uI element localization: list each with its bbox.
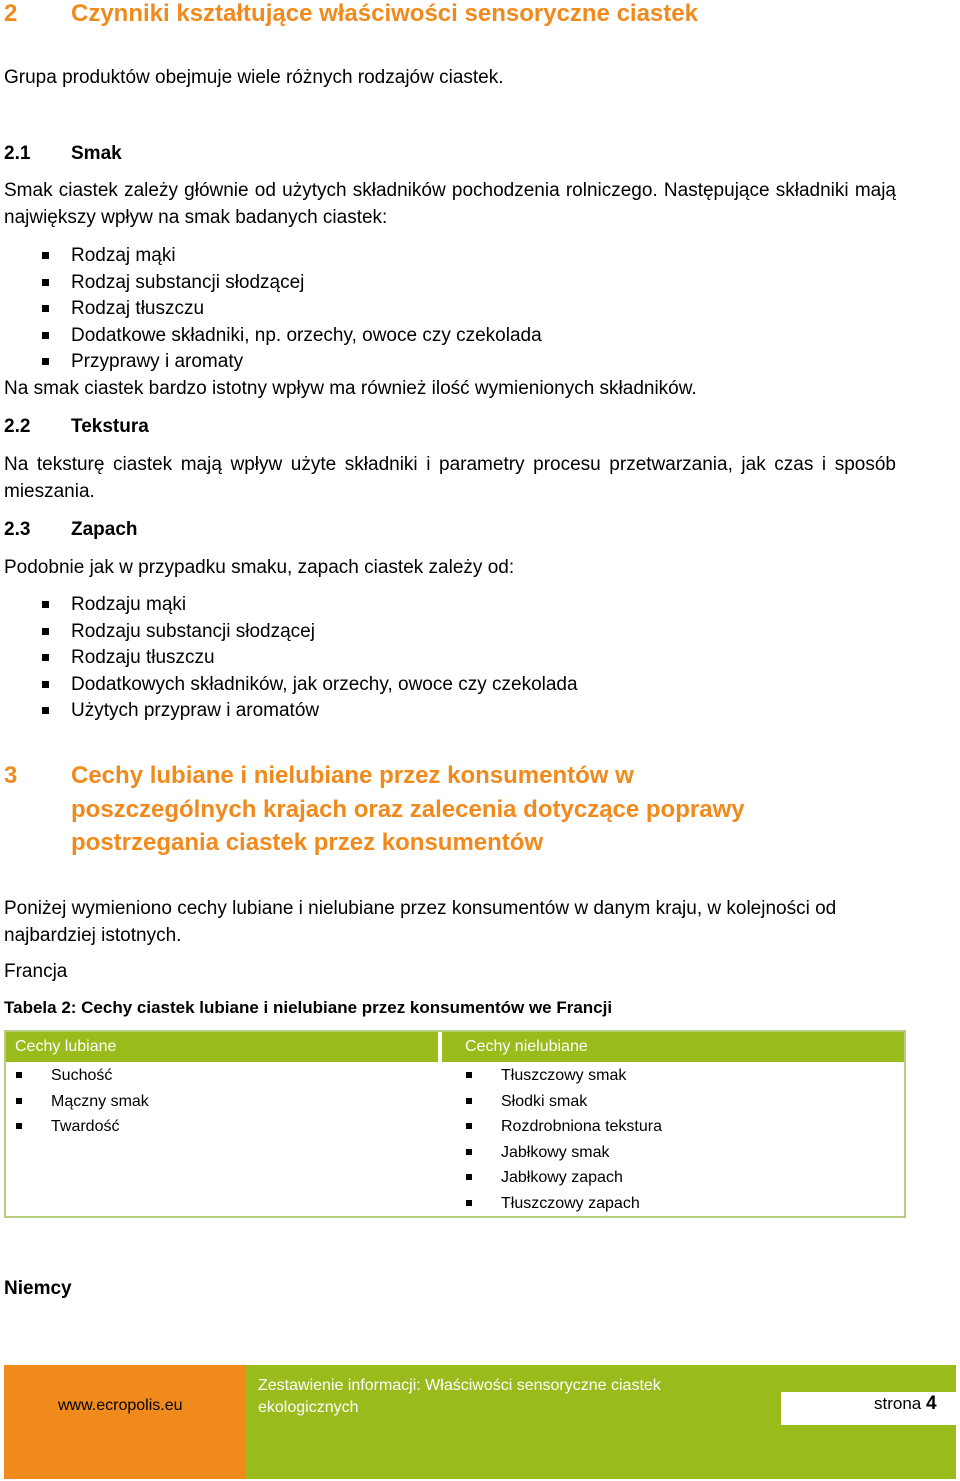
smak-paragraph: Smak ciastek zależy głównie od użytych składników pochodzenia rolniczego. Następujące składniki mają największy wpływ na smak badanych ciastek: bbox=[4, 180, 896, 228]
bullet-icon bbox=[42, 332, 49, 339]
subsection-2-3-heading bbox=[4, 516, 404, 543]
bullet-icon bbox=[16, 1072, 22, 1078]
bullet-icon bbox=[16, 1123, 22, 1129]
section-3-intro: Poniżej wymieniono cechy lubiane i nielubiane przez konsumentów w danym kraju, w kolejności od najbardziej istotnych. bbox=[4, 898, 837, 946]
list-item: Rozdrobniona tekstura bbox=[456, 1114, 896, 1140]
zapach-paragraph: Podobnie jak w przypadku smaku, zapach ciastek zależy od: bbox=[4, 557, 515, 578]
subsection-2-2-heading bbox=[4, 413, 404, 440]
list-item: Dodatkowe składniki, np. orzechy, owoce czy czekolada bbox=[4, 323, 904, 350]
section-title-line-1: Cechy lubiane i nielubiane przez konsumentów w bbox=[71, 762, 634, 789]
bullet-icon bbox=[42, 358, 49, 365]
page-footer bbox=[4, 1365, 956, 1479]
subsection-number: 2.2 bbox=[4, 416, 31, 437]
footer-title: Zestawienie informacji: Właściwości sensoryczne ciastek ekologicznych bbox=[258, 1377, 661, 1416]
bullet-icon bbox=[42, 305, 49, 312]
list-item: Słodki smak bbox=[456, 1089, 896, 1115]
smak-after: Na smak ciastek bardzo istotny wpływ ma również ilość wymienionych składników. bbox=[4, 378, 697, 399]
subsection-title: Tekstura bbox=[71, 416, 149, 437]
liked-list bbox=[6, 1063, 436, 1140]
section-title-line-2: poszczególnych krajach oraz zalecenia dotyczące poprawy bbox=[71, 795, 745, 823]
list-item: Rodzaju tłuszczu bbox=[4, 645, 904, 672]
list-item: Przyprawy i aromaty bbox=[4, 349, 904, 376]
bullet-icon bbox=[42, 628, 49, 635]
footer-url-link[interactable]: www.ecropolis.eu bbox=[58, 1397, 183, 1414]
list-item: Tłuszczowy zapach bbox=[456, 1191, 896, 1217]
section-title: Czynniki kształtujące właściwości sensoryczne ciastek bbox=[71, 0, 698, 27]
bullet-icon bbox=[16, 1098, 22, 1104]
list-item: Dodatkowych składników, jak orzechy, owoce czy czekolada bbox=[4, 672, 904, 699]
bullet-icon bbox=[42, 252, 49, 259]
section-2-intro: Grupa produktów obejmuje wiele różnych rodzajów ciastek. bbox=[4, 67, 504, 88]
smak-list bbox=[4, 243, 904, 376]
bullet-icon bbox=[466, 1072, 472, 1078]
list-item: Rodzaj substancji słodzącej bbox=[4, 270, 904, 297]
features-table bbox=[4, 1030, 906, 1218]
tekstura-paragraph: Na teksturę ciastek mają wpływ użyte składniki i parametry procesu przetwarzania, jak czas i sposób mieszania. bbox=[4, 454, 896, 502]
disliked-list bbox=[456, 1063, 896, 1217]
list-item: Rodzaju mąki bbox=[4, 592, 904, 619]
list-item: Rodzaj mąki bbox=[4, 243, 904, 270]
list-item: Tłuszczowy smak bbox=[456, 1063, 896, 1089]
column-header-liked: Cechy lubiane bbox=[15, 1038, 117, 1055]
list-item: Jabłkowy zapach bbox=[456, 1165, 896, 1191]
subsection-number: 2.1 bbox=[4, 143, 31, 164]
bullet-icon bbox=[466, 1123, 472, 1129]
section-number: 2 bbox=[4, 0, 18, 27]
zapach-list bbox=[4, 592, 904, 725]
section-title-line-3: postrzegania ciastek przez konsumentów bbox=[71, 829, 544, 856]
country-heading-francja: Francja bbox=[4, 961, 68, 982]
list-item: Mączny smak bbox=[6, 1089, 436, 1115]
section-3-heading bbox=[4, 759, 944, 861]
table-caption: Tabela 2: Cechy ciastek lubiane i nielubiane przez konsumentów we Francji bbox=[4, 998, 613, 1017]
bullet-icon bbox=[466, 1149, 472, 1155]
bullet-icon bbox=[466, 1200, 472, 1206]
subsection-title: Smak bbox=[71, 143, 122, 164]
list-item: Twardość bbox=[6, 1114, 436, 1140]
bullet-icon bbox=[42, 279, 49, 286]
bullet-icon bbox=[466, 1098, 472, 1104]
list-item: Rodzaju substancji słodzącej bbox=[4, 619, 904, 646]
bullet-icon bbox=[42, 654, 49, 661]
section-number: 3 bbox=[4, 762, 18, 789]
list-item: Suchość bbox=[6, 1063, 436, 1089]
footer-orange-block bbox=[4, 1365, 246, 1479]
subsection-number: 2.3 bbox=[4, 519, 31, 540]
section-2-heading bbox=[4, 0, 944, 31]
list-item: Jabłkowy smak bbox=[456, 1140, 896, 1166]
bullet-icon bbox=[42, 601, 49, 608]
list-item: Rodzaj tłuszczu bbox=[4, 296, 904, 323]
page-number: strona 4 bbox=[874, 1393, 937, 1414]
column-header-disliked: Cechy nielubiane bbox=[465, 1038, 588, 1055]
country-heading-niemcy: Niemcy bbox=[4, 1278, 72, 1299]
subsection-2-1-heading bbox=[4, 140, 404, 167]
list-item: Użytych przypraw i aromatów bbox=[4, 698, 904, 725]
subsection-title: Zapach bbox=[71, 519, 138, 540]
bullet-icon bbox=[42, 707, 49, 714]
bullet-icon bbox=[466, 1174, 472, 1180]
table-header-row bbox=[6, 1032, 904, 1062]
bullet-icon bbox=[42, 681, 49, 688]
